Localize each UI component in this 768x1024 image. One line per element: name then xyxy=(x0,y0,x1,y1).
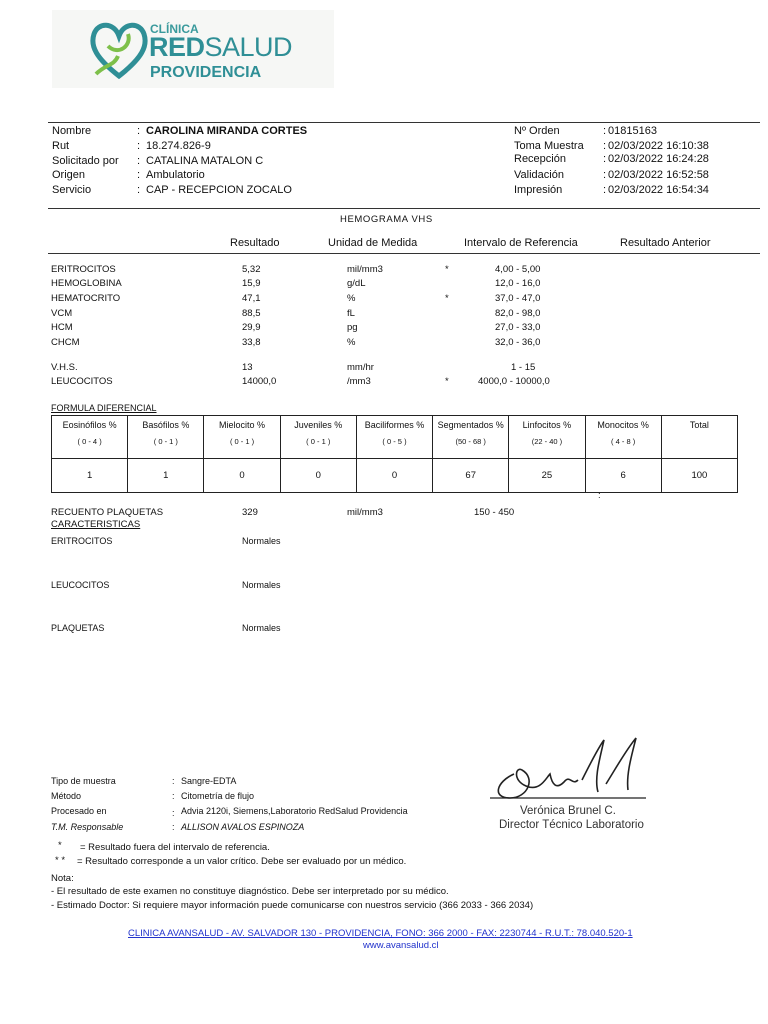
characteristics-title: CARACTERISTICAS xyxy=(51,519,141,530)
rut-value: 18.274.826-9 xyxy=(146,140,211,152)
metodo-label: Método xyxy=(51,791,82,801)
toma-value: 02/03/2022 16:10:38 xyxy=(608,140,709,152)
origen-value: Ambulatorio xyxy=(146,169,205,181)
result-value: 29,9 xyxy=(242,322,261,333)
recepcion-label: Recepción xyxy=(514,153,566,165)
result-value: 14000,0 xyxy=(242,376,277,387)
result-name: ERITROCITOS xyxy=(51,264,116,275)
char-name: ERITROCITOS xyxy=(51,536,113,546)
toma-label: Toma Muestra xyxy=(514,140,584,152)
nota-title: Nota: xyxy=(51,873,74,884)
result-range: 37,0 - 47,0 xyxy=(495,293,541,304)
procesado-label: Procesado en xyxy=(51,806,107,816)
platelets-unit: mil/mm3 xyxy=(347,507,383,518)
validacion-label: Validación xyxy=(514,169,564,181)
result-value: 47,1 xyxy=(242,293,261,304)
result-flag: * xyxy=(445,293,449,304)
char-value: Normales xyxy=(242,623,281,633)
formula-value: 25 xyxy=(509,459,585,493)
result-value: 5,32 xyxy=(242,264,261,275)
formula-header-cell: Linfocitos % (22 - 40 ) xyxy=(509,416,585,459)
formula-value: 100 xyxy=(661,459,737,493)
formula-title: FORMULA DIFERENCIAL xyxy=(51,403,157,413)
impresion-label: Impresión xyxy=(514,184,563,196)
nota-line-2: - Estimado Doctor: Si requiere mayor información puede comunicarse con nuestros servicio (366 2033 - 366 2034) xyxy=(51,900,534,911)
nombre-value: CAROLINA MIRANDA CORTES xyxy=(146,125,308,137)
result-unit: % xyxy=(347,337,356,348)
result-range: 1 - 15 xyxy=(511,362,536,373)
char-value: Normales xyxy=(242,536,281,546)
result-range: 12,0 - 16,0 xyxy=(495,278,541,289)
formula-header-row xyxy=(52,416,738,459)
formula-value: 0 xyxy=(204,459,280,493)
formula-value: 67 xyxy=(433,459,509,493)
result-range: 4,00 - 5,00 xyxy=(495,264,541,275)
report-title: HEMOGRAMA VHS xyxy=(340,214,433,225)
tipo-value: Sangre-EDTA xyxy=(181,776,237,786)
result-unit: /mm3 xyxy=(347,376,371,387)
char-name: LEUCOCITOS xyxy=(51,580,110,590)
validacion-value: 02/03/2022 16:52:58 xyxy=(608,169,709,181)
formula-header-cell: Total xyxy=(661,416,737,459)
result-name: VCM xyxy=(51,308,73,319)
logo-clinica: CLÍNICA xyxy=(150,22,199,36)
result-flag: * xyxy=(445,264,449,275)
result-name: V.H.S. xyxy=(51,362,78,373)
nota-line-1: - El resultado de este examen no constituye diagnóstico. Debe ser interpretado por su médico. xyxy=(51,886,449,897)
tm-value: ALLISON AVALOS ESPINOZA xyxy=(181,822,305,832)
result-unit: mm/hr xyxy=(347,362,374,373)
formula-header-cell: Mielocito % ( 0 - 1 ) xyxy=(204,416,280,459)
signature-name: Verónica Brunel C. xyxy=(520,805,616,817)
tipo-label: Tipo de muestra xyxy=(51,776,116,786)
formula-header-cell: Basófilos % ( 0 - 1 ) xyxy=(128,416,204,459)
orden-label: Nº Orden xyxy=(514,125,560,137)
nombre-label: Nombre xyxy=(52,125,92,137)
result-unit: g/dL xyxy=(347,278,366,289)
result-unit: pg xyxy=(347,322,358,333)
recepcion-value: 02/03/2022 16:24:28 xyxy=(608,153,709,165)
result-value: 88,5 xyxy=(242,308,261,319)
result-range: 32,0 - 36,0 xyxy=(495,337,541,348)
char-name: PLAQUETAS xyxy=(51,623,105,633)
metodo-value: Citometría de flujo xyxy=(181,791,255,801)
formula-header-cell: Baciliformes % ( 0 - 5 ) xyxy=(356,416,432,459)
footer-address-link[interactable]: CLINICA AVANSALUD - AV. SALVADOR 130 - PROVIDENCIA, FONO: 366 2000 - FAX: 2230744 - R.U.T.: 78.040.520-1 xyxy=(128,928,633,939)
result-value: 33,8 xyxy=(242,337,261,348)
result-range: 82,0 - 98,0 xyxy=(495,308,541,319)
result-flag: * xyxy=(445,376,449,387)
result-unit: % xyxy=(347,293,356,304)
formula-value: 1 xyxy=(52,459,128,493)
result-unit: mil/mm3 xyxy=(347,264,383,275)
origen-label: Origen xyxy=(52,169,86,181)
footer-web-link[interactable]: www.avansalud.cl xyxy=(363,940,439,951)
col-anterior: Resultado Anterior xyxy=(620,237,711,249)
orden-value: 01815163 xyxy=(608,125,657,137)
signature-title: Director Técnico Laboratorio xyxy=(499,819,644,831)
result-range: 27,0 - 33,0 xyxy=(495,322,541,333)
char-value: Normales xyxy=(242,580,281,590)
platelets-range: 150 - 450 xyxy=(474,507,515,518)
formula-value: 0 xyxy=(356,459,432,493)
col-resultado: Resultado xyxy=(230,237,280,249)
result-name: CHCM xyxy=(51,337,80,348)
formula-value-row xyxy=(52,459,738,493)
procesado-value: Advia 2120i, Siemens,Laboratorio RedSalud Providencia xyxy=(181,806,408,816)
solicitado-label: Solicitado por xyxy=(52,155,119,167)
logo-providencia: PROVIDENCIA xyxy=(150,64,262,81)
formula-value: 0 xyxy=(280,459,356,493)
result-name: LEUCOCITOS xyxy=(51,376,113,387)
servicio-label: Servicio xyxy=(52,184,92,196)
col-unidad: Unidad de Medida xyxy=(328,237,418,249)
signature-icon xyxy=(486,734,656,814)
solicitado-value: CATALINA MATALON C xyxy=(146,155,264,167)
formula-header-cell: Monocitos % ( 4 - 8 ) xyxy=(585,416,661,459)
rut-label: Rut xyxy=(52,140,70,152)
impresion-value: 02/03/2022 16:54:34 xyxy=(608,184,709,196)
platelets-name: RECUENTO PLAQUETAS xyxy=(51,507,164,518)
legend-star-2: * * xyxy=(55,855,66,866)
result-name: HEMOGLOBINA xyxy=(51,278,122,289)
tm-label: T.M. Responsable xyxy=(51,822,124,832)
result-unit: fL xyxy=(347,308,355,319)
formula-header-cell: Segmentados % (50 - 68 ) xyxy=(433,416,509,459)
formula-header-cell: Eosinófilos % ( 0 - 4 ) xyxy=(52,416,128,459)
formula-value: 6 xyxy=(585,459,661,493)
legend-text-2: = Resultado corresponde a un valor crítico. Debe ser evaluado por un médico. xyxy=(77,856,407,867)
result-value: 15,9 xyxy=(242,278,261,289)
formula-table xyxy=(51,415,738,493)
platelets-value: 329 xyxy=(242,507,258,518)
result-range: 4000,0 - 10000,0 xyxy=(478,376,550,387)
result-name: HEMATOCRITO xyxy=(51,293,121,304)
servicio-value: CAP - RECEPCION ZOCALO xyxy=(146,184,292,196)
legend-text-1: = Resultado fuera del intervalo de referencia. xyxy=(80,842,270,853)
result-value: 13 xyxy=(242,362,253,373)
result-name: HCM xyxy=(51,322,73,333)
formula-header-cell: Juveniles % ( 0 - 1 ) xyxy=(280,416,356,459)
legend-star-1: * xyxy=(58,840,62,851)
redsalud-heart-icon xyxy=(88,16,150,82)
formula-value: 1 xyxy=(128,459,204,493)
col-intervalo: Intervalo de Referencia xyxy=(464,237,578,249)
logo-redsalud: REDSALUD xyxy=(149,32,293,62)
